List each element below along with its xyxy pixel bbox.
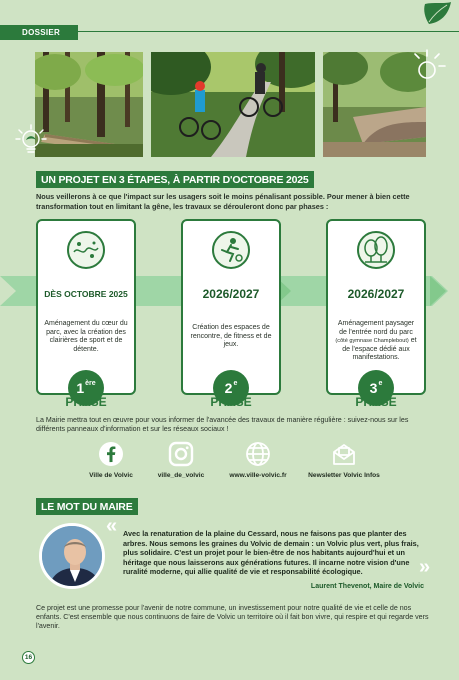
globe-icon — [245, 441, 271, 467]
phase-3-label: PHASE — [355, 395, 397, 409]
phase-3-description-line1: Aménagement paysager de l'entrée nord du parc — [337, 320, 415, 336]
park-map-icon — [66, 230, 106, 270]
phase-1-number: 1 — [76, 380, 85, 396]
instagram-icon — [168, 441, 194, 467]
phase-1-suffix: ère — [85, 379, 96, 387]
social-instagram-label: ville_de_volvic — [157, 472, 205, 479]
phase-1-label: PHASE — [65, 395, 107, 409]
social-facebook[interactable] — [80, 441, 142, 479]
phase-3-suffix: e — [378, 379, 383, 387]
social-facebook-label: Ville de Volvic — [89, 472, 133, 479]
photo-strip — [35, 52, 426, 157]
leaf-icon — [419, 0, 455, 30]
phase-card-2 — [181, 219, 281, 395]
phase-2-description: Création des espaces de rencontre, de fitness et de jeux. — [190, 324, 272, 349]
quote-close-icon: » — [419, 556, 431, 578]
phase-card-1 — [36, 219, 136, 395]
page-number: 16 — [22, 651, 35, 664]
mayor-portrait — [39, 523, 105, 589]
phase-3-description-note: (côté gymnase Champlebout) — [335, 338, 409, 345]
header-rule — [78, 31, 459, 32]
photo-boardwalk — [35, 52, 143, 157]
light-rays-icon — [407, 46, 449, 86]
phase-2-label: PHASE — [210, 395, 252, 409]
phase-3-number: 3 — [369, 380, 378, 396]
social-newsletter[interactable] — [302, 441, 386, 479]
mairie-info-text: La Mairie mettra tout en œuvre pour vous informer de l'avancée des travaux de manière régulière : suivez-nous sur les différents panneaux d'information et sur les réseaux sociaux ! — [36, 416, 409, 433]
runner-icon — [211, 230, 251, 270]
social-website-label: www.ville-volvic.fr — [229, 472, 287, 479]
phase-3-description-line2: et de l'espace dédié aux manifestations. — [342, 337, 417, 362]
section-title-projet: UN PROJET EN 3 ÉTAPES, À PARTIR D'OCTOBRE 2025 — [36, 171, 314, 188]
social-website[interactable] — [220, 441, 296, 479]
photo-cyclists — [151, 52, 315, 157]
social-instagram[interactable] — [148, 441, 214, 479]
quote-author: Laurent Thevenot, Maire de Volvic — [310, 583, 424, 590]
lightbulb-icon — [14, 122, 48, 158]
phase-1-date: DÈS OCTOBRE 2025 — [44, 289, 128, 299]
trees-icon — [356, 230, 396, 270]
social-newsletter-label: Newsletter Volvic Infos — [308, 472, 380, 479]
phase-2-suffix: e — [233, 379, 238, 387]
quote-open-icon: « — [106, 515, 118, 537]
intro-text: Nous veillerons à ce que l'impact sur les usagers soit le moins pénalisant possible. Pour mener à bien cette transformation tout en limitant la gêne, les travaux se dérouleront donc par phases : — [36, 192, 410, 211]
phase-3-description — [334, 320, 418, 363]
mayor-quote: Avec la renaturation de la plaine du Cessard, nous ne faisons pas que planter des arbres. Nous semons les graines du Volvic de demain : un Volvic plus vert, plus frais, plus solidaire. C'est un projet pour le bien-être de nos habitants aujourd'hui et un héritage que nous laisserons aux générations futures. Il incarne notre vision d'une ruralité moderne, qui allie qualité de vie et responsabilité écologique. — [123, 529, 419, 577]
phase-3-date: 2026/2027 — [347, 287, 405, 301]
phase-2-date: 2026/2027 — [202, 287, 260, 301]
phase-1-description: Aménagement du cœur du parc, avec la création des clairières de sport et de détente. — [44, 320, 128, 353]
facebook-icon — [98, 441, 124, 467]
dossier-tag: DOSSIER — [0, 25, 78, 40]
closing-text: Ce projet est une promesse pour l'avenir de notre commune, un investissement pour notre qualité de vie et celle de nos enfants. C'est ensemble que nous continuons de faire de Volvic un territoire où il fait bon vivre, qui respire et qui regarde vers l'avenir. — [36, 604, 429, 631]
phase-card-3 — [326, 219, 426, 395]
newsletter-icon — [331, 441, 357, 467]
section-title-mot-du-maire: LE MOT DU MAIRE — [36, 498, 138, 515]
phase-2-number: 2 — [224, 380, 233, 396]
